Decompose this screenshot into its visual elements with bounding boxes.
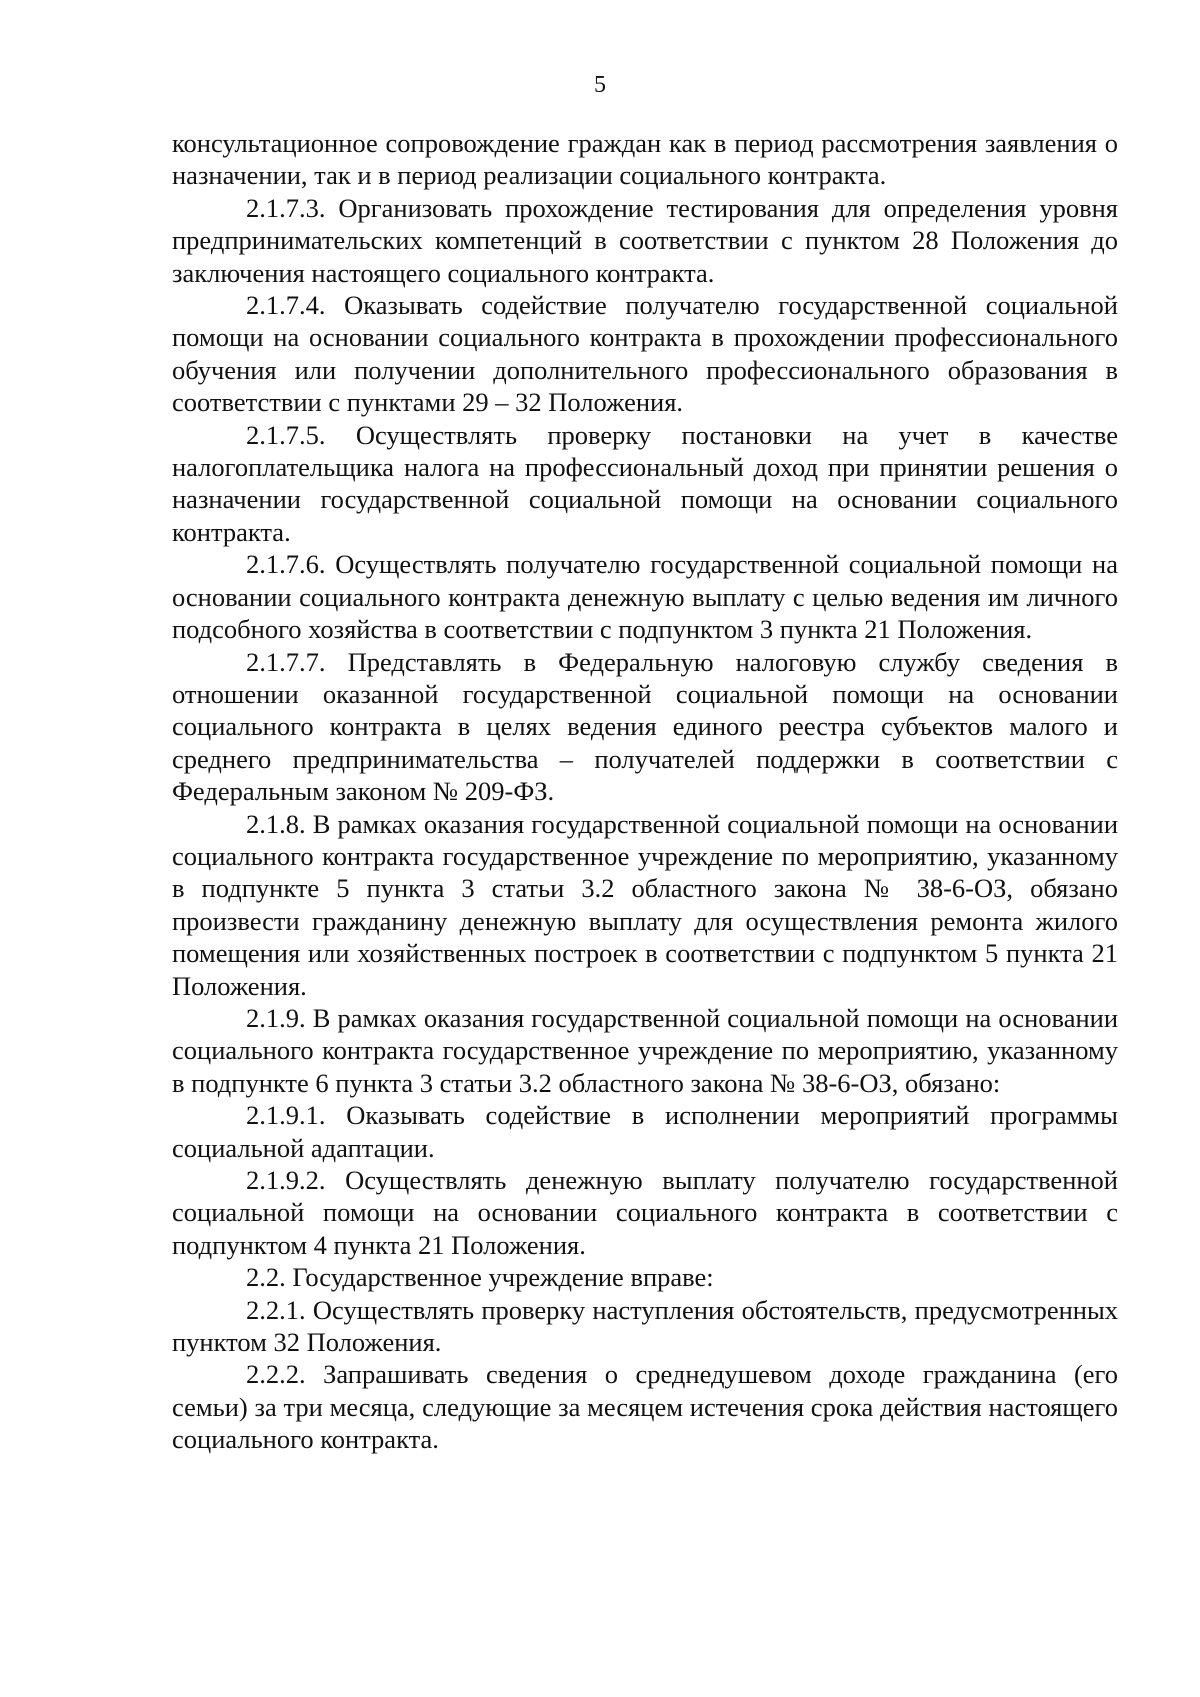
paragraph-2-1-7-6: 2.1.7.6. Осуществлять получателю государственной социальной помощи на основании социального контракта денежную выплату с целью ведения им личного подсобного хозяйства в соответствии с подпунктом 3 пункта 21 Положения. [172,549,1118,645]
paragraph-2-2-1: 2.2.1. Осуществлять проверку наступления обстоятельств, предусмотренных пунктом 32 Положения. [172,1294,1118,1358]
page-number: 5 [594,72,606,98]
document-body [172,127,1118,1456]
paragraph-continuation: консультационное сопровождение граждан как в период рассмотрения заявления о назначении, так и в период реализации социального контракта. [172,128,1118,191]
paragraph-2-1-7-4: 2.1.7.4. Оказывать содействие получателю государственной социальной помощи на основании социального контракта в прохождении профессионального обучения или получении дополнительного профессионального образования в соответствии с пунктами 29 – 32 Положения. [172,290,1118,418]
paragraph-2-1-7-5: 2.1.7.5. Осуществлять проверку постановки на учет в качестве налогоплательщика налога на профессиональный доход при принятии решения о назначении государственной социальной помощи на основании социального контракта. [172,419,1118,547]
paragraph-2-1-9-1: 2.1.9.1. Оказывать содействие в исполнении мероприятий программы социальной адаптации. [172,1100,1118,1163]
paragraph-2-1-8: 2.1.8. В рамках оказания государственной социальной помощи на основании социального контракта государственное учреждение по мероприятию, указанному в подпункте 5 пункта 3 статьи 3.2 областного закона № 38-6-ОЗ, обязано произвести гражданину денежную выплату для осуществления ремонта жилого помещения или хозяйственных построек в соответствии с подпунктом 5 пункта 21 Положения. [172,808,1118,1001]
paragraph-2-2: 2.2. Государственное учреждение вправе: [246,1262,714,1293]
paragraph-2-2-2: 2.2.2. Запрашивать сведения о среднедушевом доходе гражданина (его семьи) за три месяца, следующие за месяцем истечения срока действия настоящего социального контракта. [172,1359,1118,1455]
paragraph-2-1-9-2: 2.1.9.2. Осуществлять денежную выплату получателю государственной социальной помощи на основании социального контракта в соответствии с подпунктом 4 пункта 21 Положения. [172,1165,1118,1260]
paragraph-2-1-7-7: 2.1.7.7. Представлять в Федеральную налоговую службу сведения в отношении оказанной государственной социальной помощи на основании социального контракта в целях ведения единого реестра субъектов малого и среднего предпринимательства – получателей поддержки в соответствии с Федеральным законом № 209-ФЗ. [172,646,1118,807]
paragraph-2-1-7-3: 2.1.7.3. Организовать прохождение тестирования для определения уровня предпринимательских компетенций в соответствии с пунктом 28 Положения до заключения настоящего социального контракта. [172,192,1118,288]
paragraph-2-1-9: 2.1.9. В рамках оказания государственной социальной помощи на основании социального контракта государственное учреждение по мероприятию, указанному в подпункте 6 пункта 3 статьи 3.2 областного закона № 38-6-ОЗ, обязано: [172,1002,1118,1098]
